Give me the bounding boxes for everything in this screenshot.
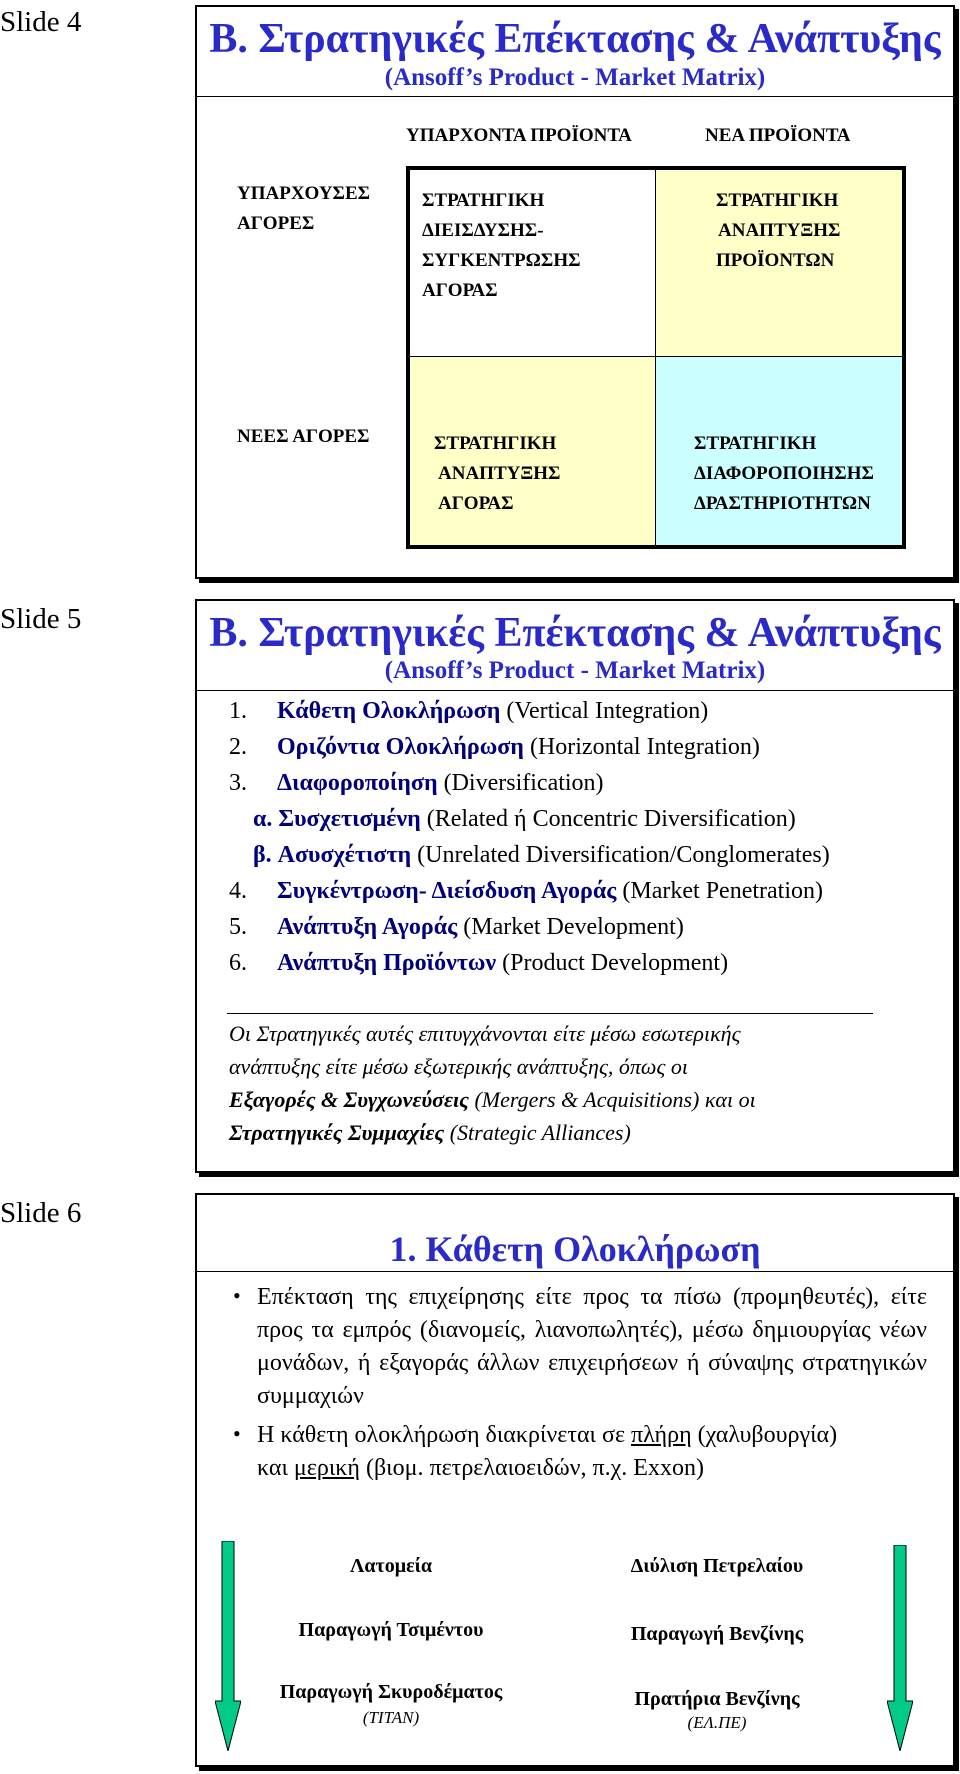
bullet-list <box>227 1281 927 1485</box>
bullet-item: • Επέκταση της επιχείρησης είτε προς τα πίσω (προμηθευτές), είτε προς τα εμπρός (διανομείς, λιανοπωλητές), μέσω δημιουργίας νέων μονάδων, ή εξαγοράς άλλων επιχειρήσεων ή σύναψης στρατηγικών συμμαχιών <box>233 1283 927 1409</box>
title-divider <box>197 1271 953 1272</box>
note-text: Οι Στρατηγικές αυτές επιτυγχάνονται είτε μέσω εσωτερικής ανάπτυξης είτε μέσω εξωτερικής ανάπτυξης, όπως οι Εξαγορές & Συγχωνεύσεις (Mergers & Acquisitions) και οι Στρατηγικές Συμμαχίες (Strategic Alliances) <box>229 1021 756 1145</box>
cell-product-development: ΣΤΡΑΤΗΓΙΚΗ ΑΝΑΠΤΥΞΗΣ ΠΡΟΪΟΝΤΩΝ <box>656 170 902 357</box>
note-divider <box>227 1013 873 1014</box>
list-item: 1. Κάθετη Ολοκλήρωση (Vertical Integration) <box>229 698 709 724</box>
list-item: 4. Συγκέντρωση- Διείσδυση Αγοράς (Market Penetration) <box>229 878 823 904</box>
cell-market-penetration: ΣΤΡΑΤΗΓΙΚΗ ΔΙΕΙΣΔΥΣΗΣ- ΣΥΓΚΕΝΤΡΩΣΗΣ ΑΓΟΡΑΣ <box>410 170 656 357</box>
company-label: (ΤΙΤΑΝ) <box>362 1708 420 1727</box>
list-item: 3. Διαφοροποίηση (Diversification) <box>229 770 604 796</box>
slide-label-5: Slide 5 <box>0 603 82 635</box>
slide-subtitle: (Ansoff’s Product - Market Matrix) <box>384 64 766 91</box>
row-header-existing-markets: ΥΠΑΡΧΟΥΣΕΣ ΑΓΟΡΕΣ <box>237 183 371 234</box>
slide-title: Β. Στρατηγικές Επέκτασης & Ανάπτυξης <box>209 610 941 656</box>
strategy-list <box>229 693 830 981</box>
slide-4 <box>195 5 955 579</box>
chain-step: Παραγωγή Βενζίνης <box>630 1623 804 1645</box>
slide-title: Β. Στρατηγικές Επέκτασης & Ανάπτυξης <box>209 16 941 62</box>
chain-step: Λατομεία <box>350 1555 432 1577</box>
chain-step: Διύλιση Πετρελαίου <box>630 1555 804 1577</box>
slide-5 <box>195 599 955 1173</box>
cell-diversification: ΣΤΡΑΤΗΓΙΚΗ ΔΙΑΦΟΡΟΠΟΙΗΣΗΣ ΔΡΑΣΤΗΡΙΟΤΗΤΩΝ <box>656 357 902 545</box>
list-item: α. Συσχετισμένη (Related ή Concentric Diversification) <box>253 806 796 832</box>
down-arrow-icon <box>215 1541 241 1751</box>
company-label: (ΕΛ.ΠΕ) <box>687 1713 747 1732</box>
list-item: 5. Ανάπτυξη Αγοράς (Market Development) <box>229 914 684 940</box>
title-divider <box>197 96 953 97</box>
row-header-new-markets: ΝΕΕΣ ΑΓΟΡΕΣ <box>237 426 370 447</box>
bullet-item: • Η κάθετη ολοκλήρωση διακρίνεται σε πλήρη (χαλυβουργία) και μερική (βιομ. πετρελαιοειδών, π.χ. Exxon) <box>233 1421 838 1481</box>
chain-step: Πρατήρια Βενζίνης <box>634 1688 800 1710</box>
down-arrow-icon <box>887 1545 913 1751</box>
list-item: 2. Οριζόντια Ολοκλήρωση (Horizontal Integration) <box>229 734 760 760</box>
slide-title: 1. Κάθετη Ολοκλήρωση <box>389 1229 761 1269</box>
ansoff-matrix <box>406 166 906 549</box>
chain-step: Παραγωγή Τσιμέντου <box>298 1619 484 1641</box>
cell-market-development: ΣΤΡΑΤΗΓΙΚΗ ΑΝΑΠΤΥΞΗΣ ΑΓΟΡΑΣ <box>410 357 656 545</box>
slide-6 <box>195 1193 955 1767</box>
slide-label-6: Slide 6 <box>0 1197 82 1229</box>
list-item: 6. Ανάπτυξη Προϊόντων (Product Development) <box>229 950 729 976</box>
column-header-new-products: ΝΕΑ ΠΡΟΪΟΝΤΑ <box>705 125 851 146</box>
title-divider <box>197 690 953 691</box>
slide-label-4: Slide 4 <box>0 6 82 38</box>
list-item: β. Ασυσχέτιστη (Unrelated Diversification/Conglomerates) <box>253 842 830 868</box>
slide-subtitle: (Ansoff’s Product - Market Matrix) <box>384 657 766 684</box>
column-header-existing-products: ΥΠΑΡΧΟΝΤΑ ΠΡΟΪΟΝΤΑ <box>406 125 632 146</box>
chain-step: Παραγωγή Σκυροδέματος <box>279 1681 503 1703</box>
